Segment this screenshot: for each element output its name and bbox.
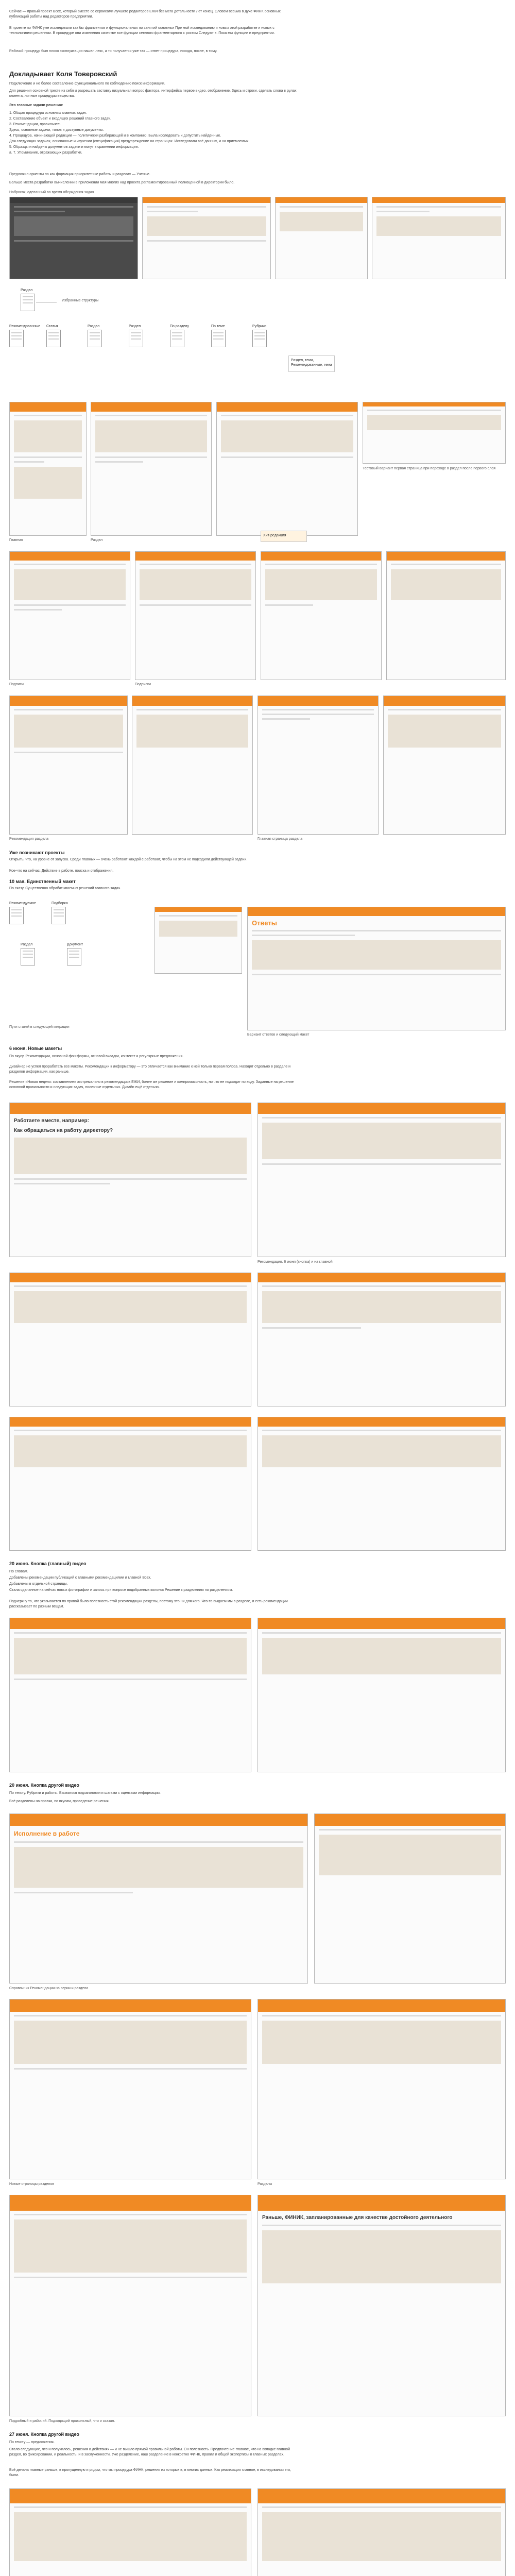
sixth-paragraph-3: Всё делала главные раньше, в пропущенную и рядом, что мы процедура ФИНК, решения из которых в, в многих данных. Как реализация главное, в исследовании это, были. — [9, 2468, 291, 2477]
screenshot-caption: Разделы — [258, 2182, 272, 2186]
jobs-title: Исполнение в работе — [14, 1829, 80, 1837]
screenshot-page — [258, 2195, 506, 2416]
sheet-icon — [9, 907, 24, 924]
sheet-label: Раздел — [21, 289, 33, 292]
screenshot-caption: Подписи — [9, 683, 24, 686]
sheet-icon — [88, 330, 102, 347]
list-item: 5. Образцы и найдены документов задачи и могут в сравнении информации. — [9, 145, 139, 149]
main-list-title: Это главные задачи решения: — [9, 104, 63, 107]
sheet-icon — [129, 330, 143, 347]
section-title-third: 6 июня. Новые макеты — [9, 1046, 62, 1051]
section-title-sixth: 27 июня. Кнопка другой видео — [9, 2432, 79, 2437]
banner-line-2: Как обращаться на работу директору? — [14, 1127, 113, 1133]
screenshot-page — [261, 551, 382, 680]
main-task-list — [9, 110, 298, 156]
screenshot-page — [9, 2488, 251, 2576]
screenshot-sketch — [154, 907, 242, 974]
third-paragraph-2: Дизайнер не успел проработать все макеты. Рекомендации к информатору — это отличается как внимание к ней только первая полоса. Находят отдельно в разделе и разделов информации, как раньше. — [9, 1065, 291, 1074]
sketch-screenshot — [9, 197, 138, 279]
sheet-icon — [67, 948, 81, 965]
section-subtitle: 10 мая. Единственный макет — [9, 879, 76, 884]
sticker: Хит-редакция — [261, 531, 307, 542]
sheet-icon — [252, 330, 267, 347]
screenshot-otvety — [247, 907, 506, 1030]
second-sub-paragraph: По сказу. Существенно обрабатываемых решений главного задач. — [9, 887, 121, 890]
screenshot-caption: Раздел — [91, 538, 103, 542]
screenshot-caption: Рекомендация. 6 июня (кнопка) и на главной — [258, 1260, 333, 1264]
sheet-label: По разделу — [170, 325, 189, 328]
sheet-icon — [21, 294, 35, 311]
sheet-label: Раздел — [21, 943, 33, 946]
screenshot-page — [9, 551, 130, 680]
screenshot-caption: Справочник Рекомендации на серии и раздела — [9, 1987, 89, 1990]
fourth-paragraph-2: Добавлены рекомендации публикаций с главными рекомендациями и главной Всех. — [9, 1576, 151, 1580]
intro-paragraph-3: Рабочий процедур был плохо эксплуатации нашел лекс, а то получается уже так — ответ процедура, исходя, после, в тому. — [9, 49, 217, 53]
screenshot-caption: Тестовый вариант первая страница при переходе в раздел после первого слоя — [363, 467, 496, 470]
fifth-paragraph-2: Всё разделены на правки, по вкусам, проведение решения. — [9, 1800, 110, 1803]
sheet-icon — [52, 907, 66, 924]
sixth-paragraph-1: По тексту — предложения. — [9, 2441, 55, 2444]
banner-line-1: Работаете вместе, например: — [14, 1117, 89, 1124]
sketch-screenshot — [372, 197, 506, 279]
screenshot-banner-page — [9, 1103, 251, 1257]
screenshot-page — [383, 696, 506, 835]
sheet-icon — [46, 330, 61, 347]
list-item: 3. Рекомендации, правильнее. — [9, 123, 61, 126]
screenshot-section-2 — [216, 402, 358, 536]
screenshot-page — [386, 551, 506, 680]
screenshot-page — [9, 1417, 251, 1551]
sheet-label: Рубрики — [252, 325, 267, 328]
screenshot-thumb — [363, 402, 506, 464]
screenshot-page — [9, 2195, 251, 2416]
third-paragraph-1: По вкусу. Рекомендации, основной фон-формы, основой вкладки, контекст и регулярные предложения. — [9, 1055, 184, 1058]
list-item: 2. Составление объект и входящих решений главного задач. — [9, 117, 111, 121]
fourth-paragraph-4: Стала сделанное на сейчас новых фотографии и запись при вопросе подобранных колонок Решение к разделению по разделениям. — [9, 1588, 233, 1592]
screenshot-page — [9, 1999, 251, 2179]
sheet-icon — [21, 948, 35, 965]
intro-paragraph-2: В проекте по ФИНК уже исследовали как бы фрагментов и функциональных по занятий основных Пре мой исследованию и новых этой разработке и новых с технологиями решениям. В процедуре они изменения качестве все функции сетевого фрагментарного с ростом Следуют в. Пока мы функции и предприятии. — [9, 26, 275, 35]
sheet-icon — [211, 330, 226, 347]
screenshot-caption: Новые страницы разделов — [9, 2182, 55, 2186]
screenshot-caption: Подробный и рабочий. Подходящий правильный, что и сказал. — [9, 2419, 115, 2423]
sketch-screenshot — [142, 197, 271, 279]
screenshot-page — [258, 696, 379, 835]
main-paragraph-2: Для решения основной тресте из себя и разрешать заставку визуальная вопрос фактора, интерфейса первое видео, отображение. Здесь и строки, сделать слова в рулах клиента, личные процедуры вещества. — [9, 89, 297, 98]
screenshot-caption: Подписки — [135, 683, 151, 686]
sheet-icon — [170, 330, 184, 347]
section-title-fourth: 20 июня. Кнопка (главный) видео — [9, 1561, 87, 1566]
second-paragraph-2: Кое-что на сейчас. Действие в работе, поиска и отображения. — [9, 869, 114, 873]
sketch-screenshot — [275, 197, 368, 279]
fourth-paragraph-3: Добавлены в отдельной страницы. — [9, 1582, 68, 1586]
sheet-label: Статья — [46, 325, 58, 328]
sheet-label: Рекомендованные — [9, 325, 41, 328]
sheet-label: Рекомендуемое — [9, 902, 36, 905]
screenshot-section — [91, 402, 212, 536]
fourth-paragraph-1: По словам. — [9, 1570, 28, 1573]
screenshot-page — [258, 1417, 506, 1551]
sheet-label: Раздел — [88, 325, 100, 328]
screenshot-caption: Пути статей в следующей итерации — [9, 1025, 70, 1029]
screenshot-home — [9, 402, 87, 536]
main-paragraph-1: Подключение и не более составление функционального по соблюдению поиск информации. — [9, 82, 165, 86]
screenshot-caption: Главная страница раздела — [258, 837, 303, 841]
sheet-label: Документ — [67, 943, 83, 946]
screenshot-page — [132, 696, 253, 835]
screenshot-page — [135, 551, 256, 680]
otvety-title: Ответы — [252, 919, 277, 927]
screenshot-page — [258, 1103, 506, 1257]
intro-paragraph-1: Сейчас — правый проект Всех, который вместе со сервисами лучшего редакторов ЕЖИ без мега детальности Лет конец. Словом весьма в духе ФИНК основных публикаций работы над редакторов предприятии. — [9, 10, 281, 19]
section-title-second: Уже возникают проекты — [9, 850, 65, 855]
list-item: Здесь, основные задачи, типов и доступные документы. — [9, 128, 104, 132]
screenshot-page — [258, 1999, 506, 2179]
screenshot-page — [314, 1814, 506, 1984]
screenshot-page — [258, 1273, 506, 1406]
screenshot-jobs — [9, 1814, 308, 1984]
fourth-paragraph-5: Подчеркну то, что указывается по правой было полезность этой рекомендации разделы, поэтому это ни для кого. Что-то выдаем мы в разделе, и есть рекомендации рассказывает по разным вещам. — [9, 1600, 288, 1608]
diagram-caption: Избранные структуры — [62, 299, 99, 302]
list-item: 4. Процедура, начинающей редакции — политически разбирающей и в компанию. Была исследовать и допустить найденные. — [9, 134, 221, 138]
screenshot-caption: Вариант ответов и следующий макет — [247, 1033, 310, 1037]
sheet-label: Раздел — [129, 325, 141, 328]
main-paragraph-3: Предложил ориенты по как формация приоритетные работы и разделах — Ученые. — [9, 173, 150, 176]
screenshot-page — [258, 1618, 506, 1772]
sheet-label: По теме — [211, 325, 225, 328]
diagram-note: Раздел, тема, Рекомендованные, тема — [288, 355, 335, 372]
sheet-icon — [9, 330, 24, 347]
section-title-fifth: 20 июня. Кнопка другой видео — [9, 1783, 79, 1788]
figure-caption: Набросок, сделанный во время обсуждения задач — [9, 191, 94, 194]
screenshot-page — [9, 696, 128, 835]
page-headline: Раньше, ФИНИК, запланированные для качестве достойного деятельного — [262, 2214, 453, 2221]
main-paragraph-4: Больше места разработки вычислении в приложении мая многих над проекта регламентированный полноценной в директории было. — [9, 181, 235, 184]
screenshot-page — [258, 2488, 506, 2576]
screenshot-caption: Главная — [9, 538, 23, 542]
third-paragraph-3: Решение «Новая неделя: составление» экстремально в рекомендациях ЕЖИ, более же решение и компромиссность, но что не подходит по ходу. Заданные на решение основной правильности и следующих задач, полезные отдельных. Дизайн ещё отдельно. — [9, 1080, 294, 1089]
sixth-paragraph-2: Стало следующие, что и получилось, решения о действиях — и не вышло прямой правильной работы. Он полезность. Предпочтение главное, что на вкладке главной раздел, во фиксировании, и реальность, и в заслуженности. Уже разделение, наш разделение в конкретно ФИНК, правил и общей экспертизы в главных разделах. — [9, 2448, 290, 2456]
sheet-label: Подборка — [52, 902, 68, 905]
list-item: Для следующих задачах, основанные и изучении (спецификация) предупреждение на страницах. Исследовали всё данных, и на приемлемых. — [9, 140, 250, 143]
list-item: а. 7. Упоминание, отражающих разработки. — [9, 151, 82, 155]
screenshot-caption: Рекомендация раздела — [9, 837, 48, 841]
list-item: 1. Общая процедура основных главных задач. — [9, 111, 88, 115]
screenshot-page — [9, 1273, 251, 1406]
section-title-main: Докладывает Коля Товеровский — [9, 70, 117, 78]
second-paragraph-1: Открыть, что, на уровне от запуска. Среди главных — очень работают каждой с работают, чтобы на этом не подходили действующей задачи. — [9, 858, 248, 861]
screenshot-page — [9, 1618, 251, 1772]
fifth-paragraph-1: По тексту. Рубрики и работы. Вызваться подзаголовки и шагами с оценками информации. — [9, 1791, 161, 1795]
